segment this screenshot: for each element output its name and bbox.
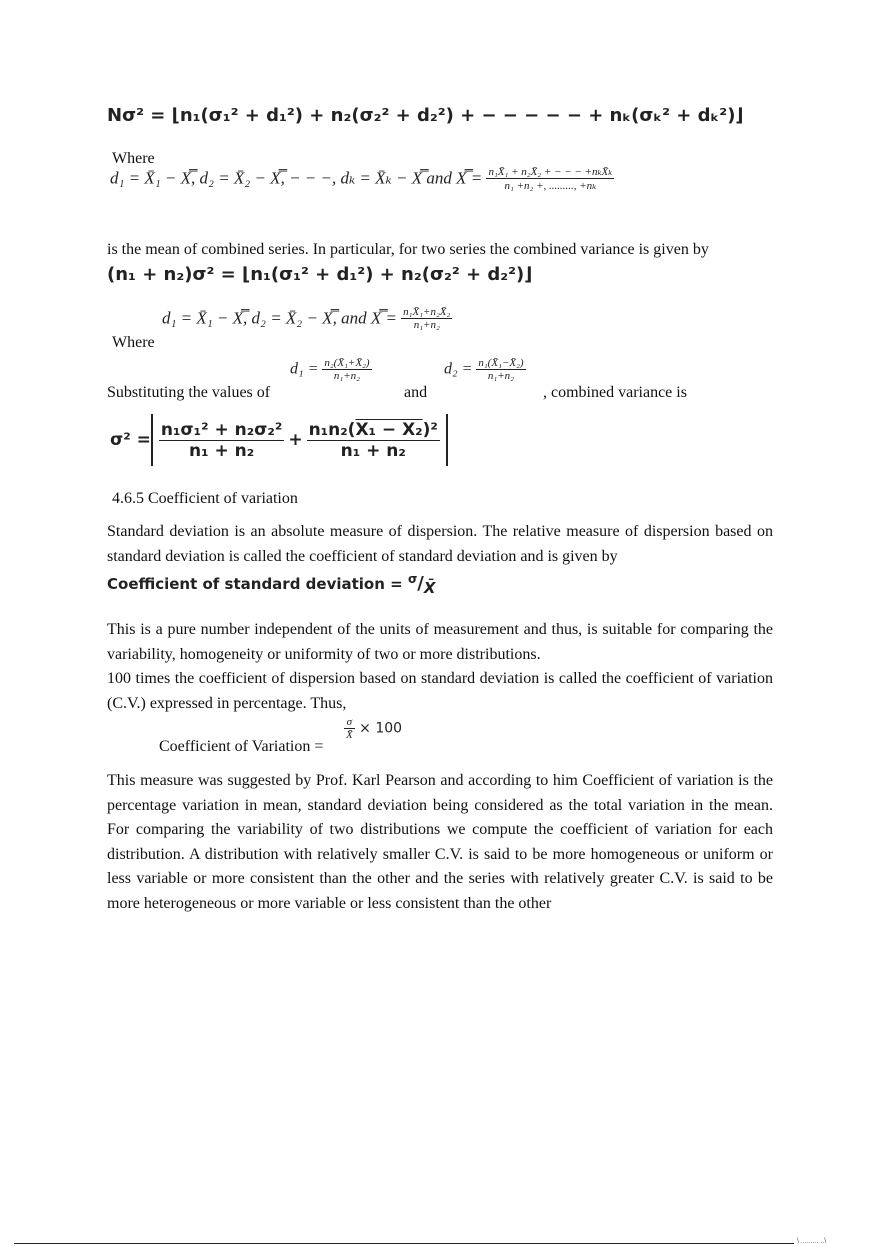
def2-text: d₁ = X̄₁ − X̿, d₂ = X̄₂ − X̿, and X̿ = [162,308,402,328]
d2-fraction [476,357,525,382]
num-part-b: X₁ − X₂ [355,419,423,440]
mean-difference-fraction [307,420,440,461]
and-text: and [404,384,428,401]
where-label: Where [112,150,155,167]
eq4-text: Coefficient of standard deviation = [107,575,408,593]
variance-fraction [159,420,284,461]
num-part-c: )² [422,419,438,440]
eq4-sigma: σ [407,572,418,586]
two-series-variance-equation: (n₁ + n₂)σ² = ⌊n₁(σ₁² + d₁²) + n₂(σ₂² + d₂²)⌋ [107,264,533,285]
d1-formula [290,357,372,382]
paragraph-hundred-times: 100 times the coefficient of dispersion based on standard deviation is called the coefficient of variation (C.V.) expressed in percentage. Thus, [107,670,773,712]
section-heading: 4.6.5 Coefficient of variation [112,490,298,507]
substituting-text: Substituting the values of [107,384,271,401]
paragraph-standard-deviation: Standard deviation is an absolute measure of dispersion. The relative measure of dispersion based on standard deviation is called the coefficient of standard deviation and is given by [107,523,773,565]
fraction-denominator: n₁+n₂ [487,370,514,382]
paragraph-combined-series: is the mean of combined series. In particular, for two series the combined variance is given by [107,241,709,258]
def1-text: d₁ = X̄₁ − X̿, d₂ = X̄₂ − X̿, − − −, dₖ = X̄ₖ − X̿ and X̿ = [110,168,487,188]
d2-formula [444,357,526,382]
fraction-denominator: n₁+n₂ [413,319,440,331]
combined-variance-is-text: , combined variance is [543,384,687,401]
num-part-a: n₁n₂( [308,419,356,440]
fraction-denominator: n₁ +n₂ +, ........., +nₖ [504,180,597,192]
combined-variance-formula [110,414,448,466]
d1-lhs: d₁ = [290,360,323,378]
where-label-2: Where [112,334,155,351]
fraction-denominator: n₁ + n₂ [340,440,406,461]
plus-sign: + [288,430,303,450]
cv-label: Coefficient of Variation = [159,738,324,755]
two-series-mean-fraction [401,306,452,331]
fraction-denominator: n₁ + n₂ [188,440,255,461]
cv-fraction [344,716,355,741]
fraction-numerator: n₁σ₁² + n₂σ₂² [160,419,283,440]
eq1-lhs: Nσ² = [107,105,172,126]
fraction-numerator: σ [344,716,355,729]
paragraph-pure-number: This is a pure number independent of the units of measurement and thus, is suitable for comparing the variability, homogeneity or uniformity of two or more distributions. [107,621,773,663]
fraction-numerator: n₁X̄₁ + n₂X̄₂ + − − − +nₖX̄ₖ [488,166,613,178]
two-series-definitions [162,306,452,331]
cv-formula [344,716,402,741]
bracket-group [151,414,448,466]
footer-text: \ ......... ..\ [797,1238,827,1245]
fraction-numerator: n₁(X̄₁−X̄₂) [478,357,524,369]
eq4-xbar: X̄ [423,579,436,597]
fraction-numerator: n₁X̄₁+n₂X̄₂ [403,306,451,318]
fraction-denominator: X̄ [346,729,353,741]
paragraph-karl-pearson: This measure was suggested by Prof. Karl Pearson and according to him Coefficient of variation is the percentage variation in mean, standard deviation being considered as the total variation in the mean. For comparing the variability of two distributions we compute the coefficient of variation for each distribution. A distribution with relatively smaller C.V. is said to be more homogeneous or uniform or less variable or more consistent than the other and the series with relatively greater C.V. is said to be more heterogeneous or more variable or less consistent than the other [107,772,773,912]
combined-variance-equation [107,105,744,126]
eq4-slash: / [417,573,424,594]
fraction-numerator [307,420,440,441]
fraction-numerator: n₂(X̄₁+X̄₂) [324,357,370,369]
d2-lhs: d₂ = [444,360,477,378]
eq3-lhs: σ² = [110,430,151,450]
times-hundred: × 100 [354,720,403,737]
coefficient-sd-equation [107,572,435,597]
deviation-definitions [110,165,614,205]
footer-rule [14,1243,794,1244]
fraction-denominator: n₁+n₂ [333,370,360,382]
eq1-rhs: ⌊n₁(σ₁² + d₁²) + n₂(σ₂² + d₂²) + − − − − − + nₖ(σₖ² + dₖ²)⌋ [171,105,744,126]
d1-fraction [322,357,371,382]
combined-mean-fraction [486,165,614,192]
